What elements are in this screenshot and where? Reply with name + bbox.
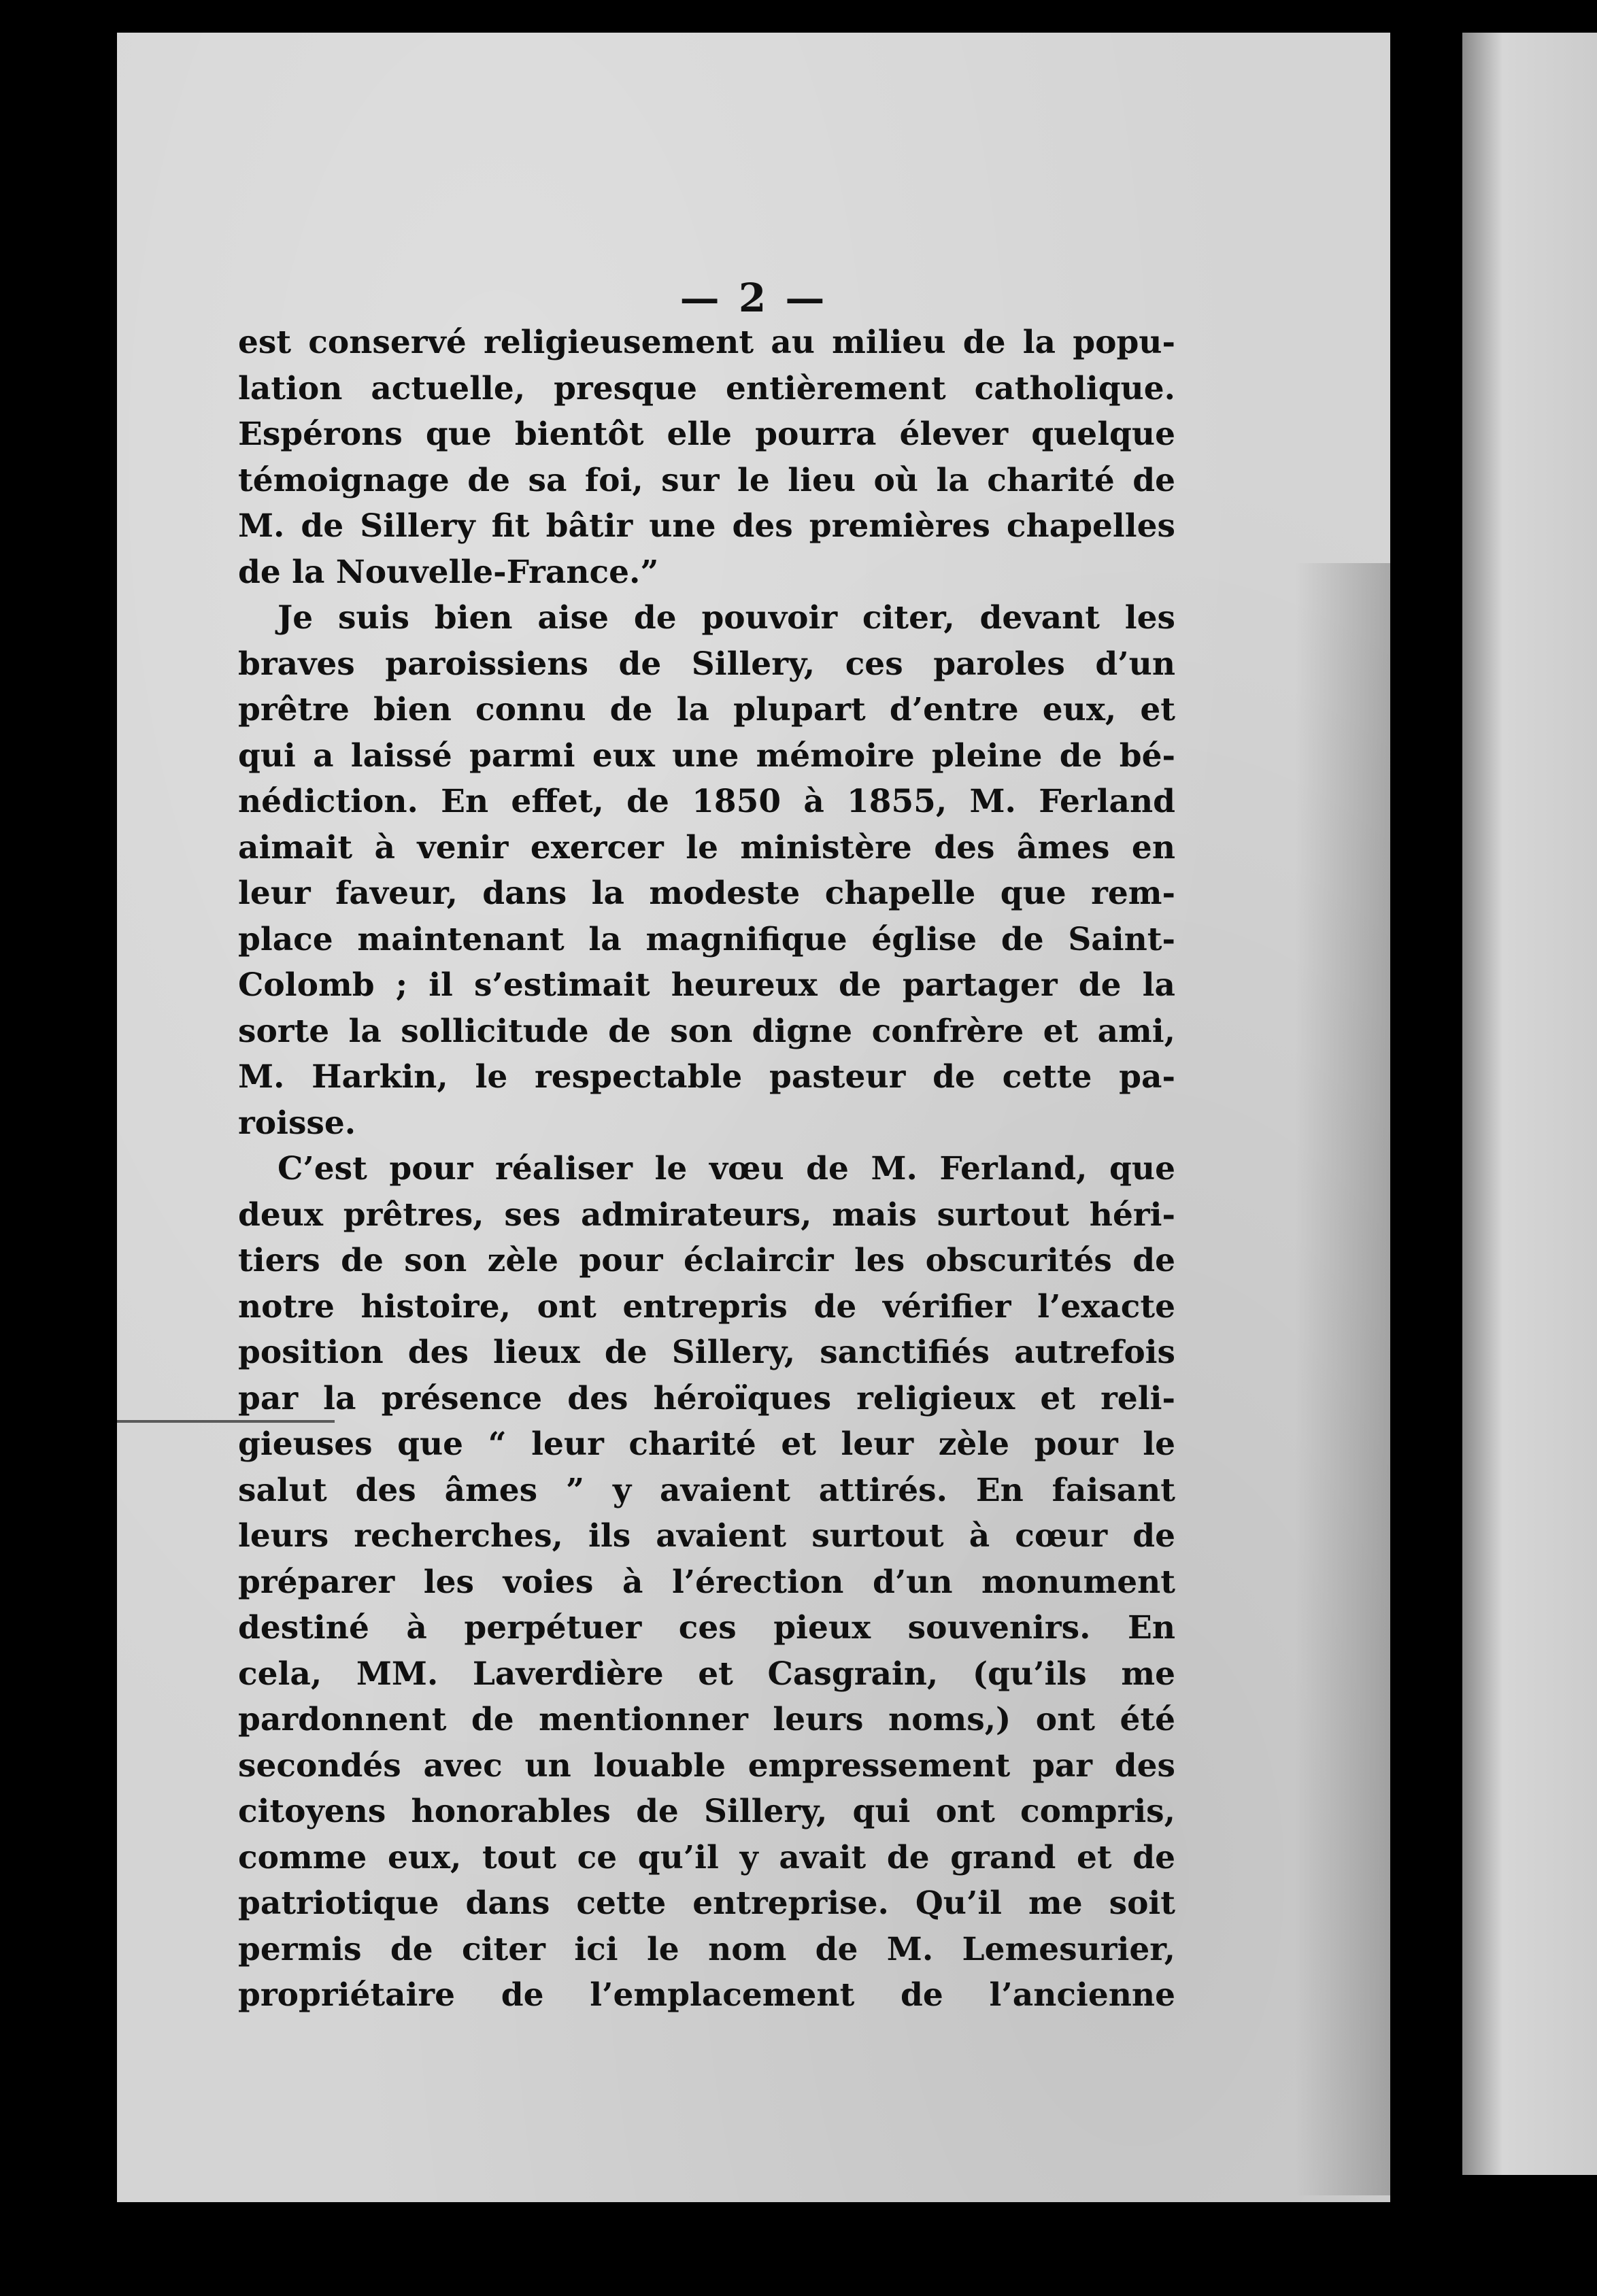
text-line: est conservé religieusement au milieu de la popu-: [238, 324, 1175, 361]
text-line: par la présence des héroïques religieux et reli-: [238, 1379, 1175, 1417]
text-line: leurs recherches, ils avaient surtout à cœur de: [238, 1517, 1175, 1555]
text-line: cela, MM. Laverdière et Casgrain, (qu’ils me: [238, 1655, 1175, 1693]
text-line: citoyens honorables de Sillery, qui ont compris,: [238, 1793, 1175, 1830]
text-line: sorte la sollicitude de son digne confrère et ami,: [238, 1012, 1175, 1050]
text-line: Je suis bien aise de pouvoir citer, devant les: [278, 599, 1175, 637]
text-line: gieuses que “ leur charité et leur zèle pour le: [238, 1425, 1175, 1463]
text-line: notre histoire, ont entrepris de vérifier l’exacte: [238, 1287, 1175, 1326]
text-line: deux prêtres, ses admirateurs, mais surtout héri-: [238, 1196, 1175, 1234]
text-line: permis de citer ici le nom de M. Lemesurier,: [238, 1930, 1175, 1968]
text-line: préparer les voies à l’érection d’un monument: [238, 1563, 1175, 1601]
text-line: nédiction. En effet, de 1850 à 1855, M. Ferland: [238, 783, 1175, 820]
text-line: position des lieux de Sillery, sanctifiés autrefois: [238, 1334, 1175, 1371]
text-line: qui a laissé parmi eux une mémoire pleine de bé-: [238, 737, 1175, 775]
text-line: Espérons que bientôt elle pourra élever quelque: [238, 416, 1175, 453]
text-line: destiné à perpétuer ces pieux souvenirs. En: [238, 1609, 1175, 1647]
text-line: M. de Sillery fit bâtir une des premières chapelles: [238, 507, 1175, 545]
text-line: place maintenant la magnifique église de Saint-: [238, 920, 1175, 958]
text-line: pardonnent de mentionner leurs noms,) ont été: [238, 1701, 1175, 1738]
text-line: patriotique dans cette entreprise. Qu’il me soit: [238, 1885, 1175, 1922]
page-number: — 2 —: [679, 275, 828, 321]
text-line: salut des âmes ” y avaient attirés. En faisant: [238, 1471, 1175, 1509]
text-line: roisse.: [238, 1104, 356, 1142]
text-line: secondés avec un louable empressement par des: [238, 1746, 1175, 1785]
text-line: M. Harkin, le respectable pasteur de cette pa-: [238, 1058, 1175, 1096]
text-line: lation actuelle, presque entièrement catholique.: [238, 369, 1175, 407]
adjacent-page-edge: [1462, 33, 1597, 2175]
body-text: [238, 320, 1175, 2019]
text-line: braves paroissiens de Sillery, ces paroles d’un: [238, 645, 1175, 683]
text-line: témoignage de sa foi, sur le lieu où la charité de: [238, 461, 1175, 499]
text-line: propriétaire de l’emplacement de l’ancienne: [238, 1976, 1175, 2014]
text-line: aimait à venir exercer le ministère des âmes en: [238, 828, 1175, 866]
text-line: Colomb ; il s’estimait heureux de partager de la: [238, 966, 1175, 1004]
text-line: leur faveur, dans la modeste chapelle que rem-: [238, 875, 1175, 912]
text-line: prêtre bien connu de la plupart d’entre eux, et: [238, 691, 1175, 728]
text-line: tiers de son zèle pour éclaircir les obscurités de: [238, 1242, 1175, 1279]
text-line: comme eux, tout ce qu’il y avait de grand et de: [238, 1838, 1175, 1876]
text-line: de la Nouvelle-France.”: [238, 553, 659, 591]
text-line: C’est pour réaliser le vœu de M. Ferland, que: [278, 1150, 1175, 1187]
